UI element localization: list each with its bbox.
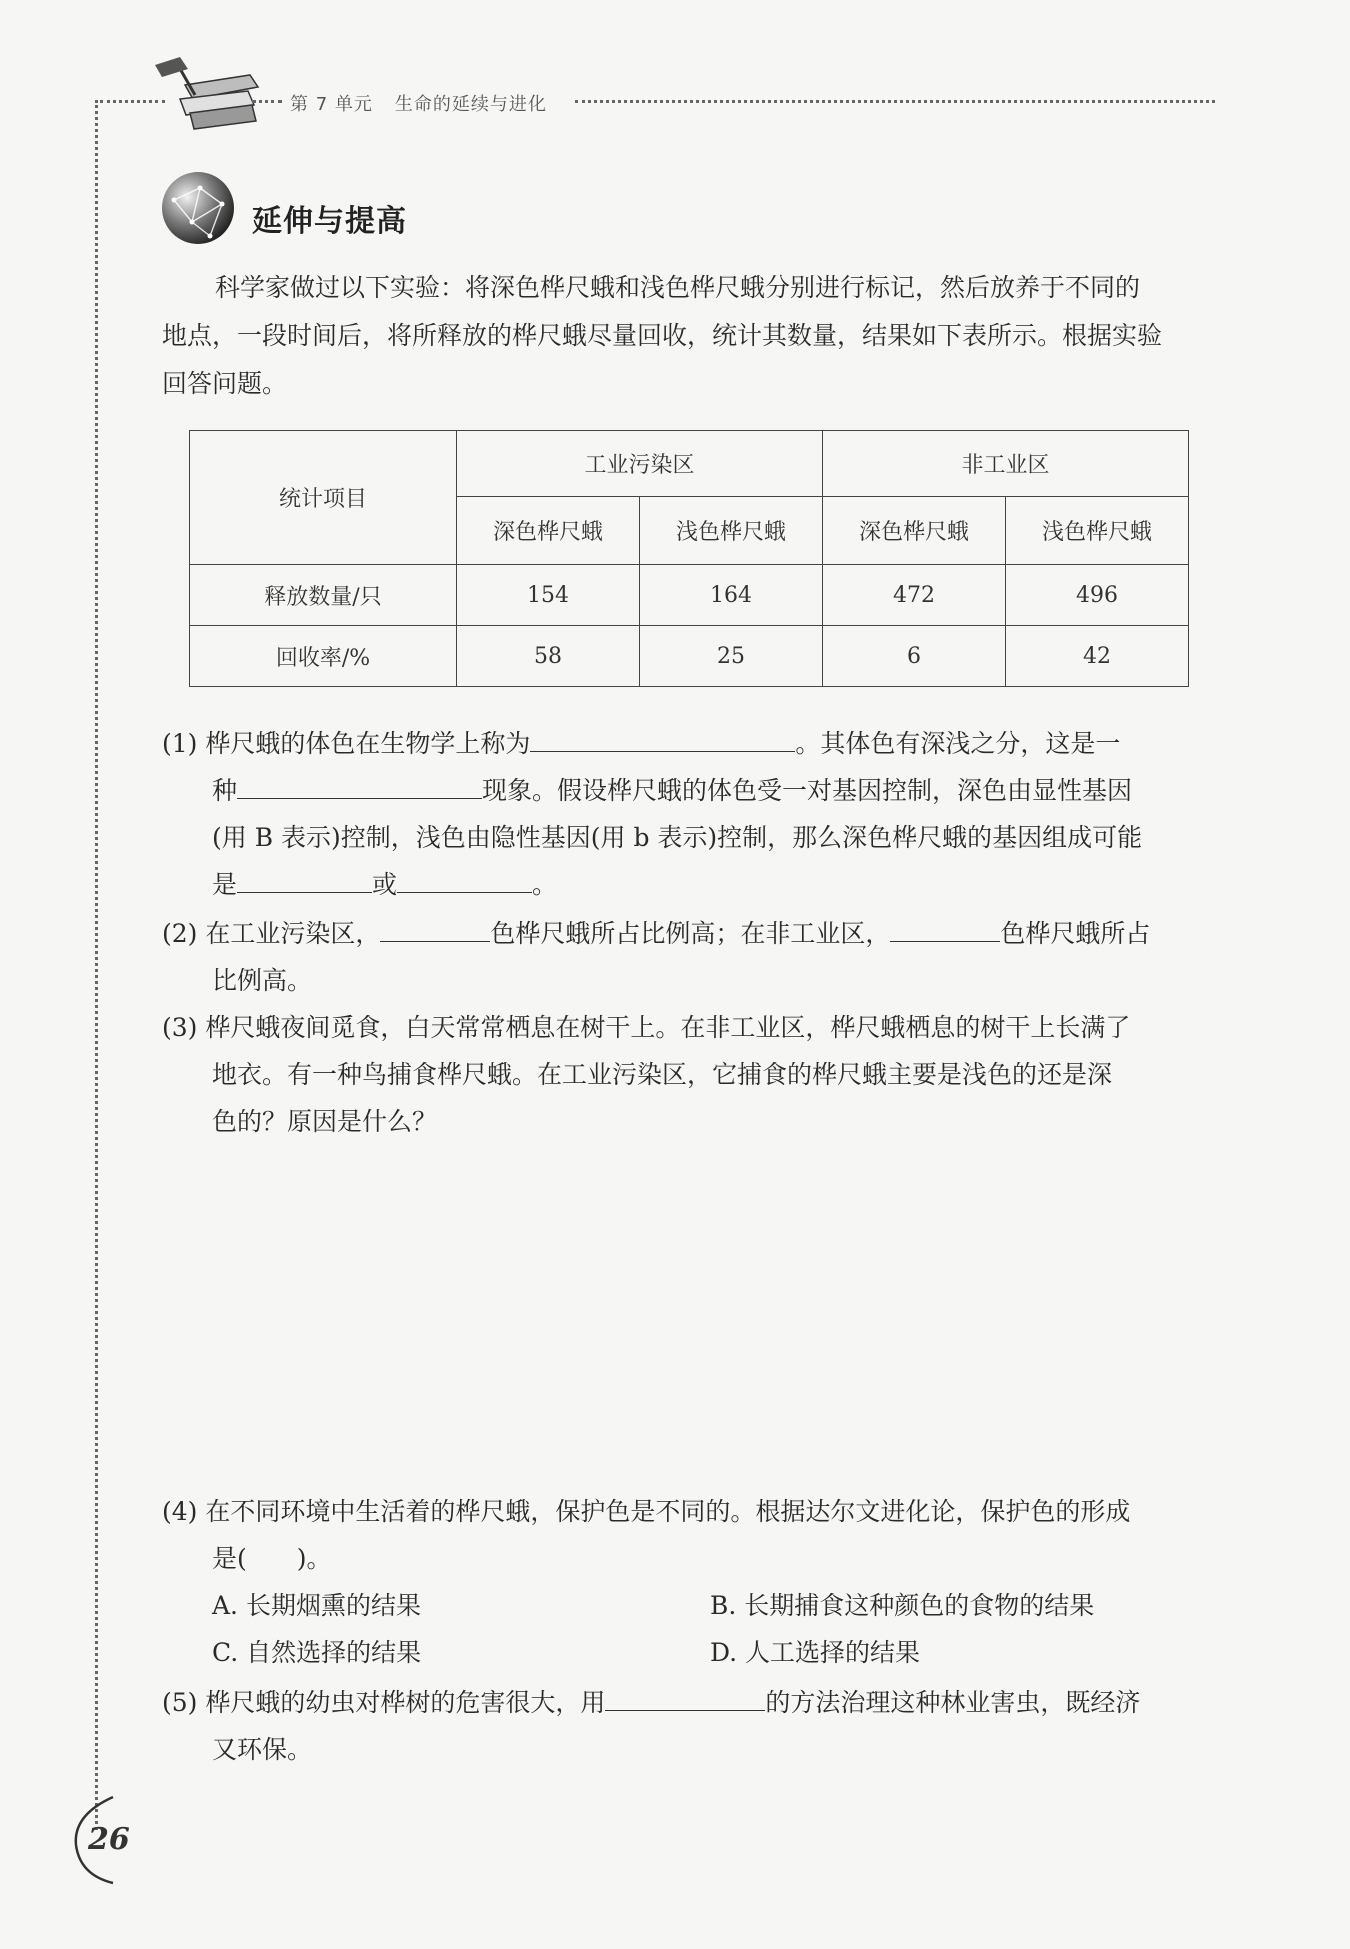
option-b[interactable]: B. 长期捕食这种颜色的食物的结果 <box>710 1591 1095 1620</box>
question-3-line-1: (3) 桦尺蛾夜间觅食，白天常常栖息在树干上。在非工业区，桦尺蛾栖息的树干上长满了 <box>162 1013 1131 1042</box>
question-5-line-1: (5) 桦尺蛾的幼虫对桦树的危害很大，用 的方法治理这种林业害虫，既经济 <box>162 1679 1140 1726</box>
table-column-header: 深色桦尺蛾 <box>823 497 1006 565</box>
table-cell: 496 <box>1006 565 1189 626</box>
intro-line-3: 回答问题。 <box>162 369 288 398</box>
answer-blank[interactable] <box>237 866 372 893</box>
header-rule-right <box>575 100 1215 103</box>
answer-blank[interactable] <box>380 915 490 942</box>
answer-blank[interactable] <box>397 866 532 893</box>
question-3-line-3: 色的？原因是什么？ <box>212 1107 438 1136</box>
answer-blank[interactable] <box>237 772 482 799</box>
question-2-line-2: 比例高。 <box>212 966 313 995</box>
question-3-line-2: 地衣。有一种鸟捕食桦尺蛾。在工业污染区，它捕食的桦尺蛾主要是浅色的还是深 <box>212 1060 1113 1089</box>
option-c[interactable]: C. 自然选择的结果 <box>212 1638 422 1667</box>
answer-blank[interactable] <box>605 1684 765 1711</box>
table-column-header: 深色桦尺蛾 <box>457 497 640 565</box>
option-d[interactable]: D. 人工选择的结果 <box>710 1638 921 1667</box>
globe-network-icon <box>160 170 238 248</box>
answer-area[interactable] <box>212 1150 1212 1480</box>
table-corner-header: 统计项目 <box>190 431 457 565</box>
question-1-line-2: 种 现象。假设桦尺蛾的体色受一对基因控制，深色由显性基因 <box>212 767 1132 814</box>
table-cell: 42 <box>1006 626 1189 687</box>
section-title: 延伸与提高 <box>252 204 407 239</box>
option-a[interactable]: A. 长期烟熏的结果 <box>212 1591 421 1620</box>
question-4-line-1: (4) 在不同环境中生活着的桦尺蛾，保护色是不同的。根据达尔文进化论，保护色的形成 <box>162 1497 1131 1526</box>
table-cell: 6 <box>823 626 1006 687</box>
table-group-header: 非工业区 <box>823 431 1189 497</box>
table-column-header: 浅色桦尺蛾 <box>1006 497 1189 565</box>
table-cell: 164 <box>640 565 823 626</box>
question-1-line-4: 是 或 。 <box>212 861 557 908</box>
answer-blank[interactable] <box>530 725 795 752</box>
header-rule-left <box>100 100 165 103</box>
question-2-line-1: (2) 在工业污染区， 色桦尺蛾所占比例高；在非工业区， 色桦尺蛾所占 <box>162 910 1150 957</box>
header-rule-short <box>252 100 282 103</box>
table-row <box>190 626 1189 687</box>
intro-line-1: 科学家做过以下实验：将深色桦尺蛾和浅色桦尺蛾分别进行标记，然后放养于不同的 <box>215 273 1141 302</box>
question-4-line-2: 是( )。 <box>212 1544 332 1573</box>
table-row-label: 释放数量/只 <box>190 565 457 626</box>
question-1-line-1: (1) 桦尺蛾的体色在生物学上称为 。其体色有深浅之分，这是一 <box>162 720 1120 767</box>
page-margin-rule <box>95 100 98 1830</box>
table-cell: 472 <box>823 565 1006 626</box>
data-table <box>189 430 1189 687</box>
table-group-header: 工业污染区 <box>457 431 823 497</box>
header-unit: 第 7 单元 生命的延续与进化 <box>290 94 547 115</box>
question-1-line-3: (用 B 表示)控制，浅色由隐性基因(用 b 表示)控制，那么深色桦尺蛾的基因组成可能 <box>212 823 1143 852</box>
header-books-icon <box>150 55 260 135</box>
answer-blank[interactable] <box>890 915 1000 942</box>
table-cell: 58 <box>457 626 640 687</box>
table-row-label: 回收率/% <box>190 626 457 687</box>
table-row <box>190 565 1189 626</box>
table-cell: 25 <box>640 626 823 687</box>
intro-line-2: 地点，一段时间后，将所释放的桦尺蛾尽量回收，统计其数量，结果如下表所示。根据实验 <box>162 321 1163 350</box>
question-5-line-2: 又环保。 <box>212 1735 313 1764</box>
table-cell: 154 <box>457 565 640 626</box>
table-column-header: 浅色桦尺蛾 <box>640 497 823 565</box>
page-number: 26 <box>88 1822 130 1857</box>
